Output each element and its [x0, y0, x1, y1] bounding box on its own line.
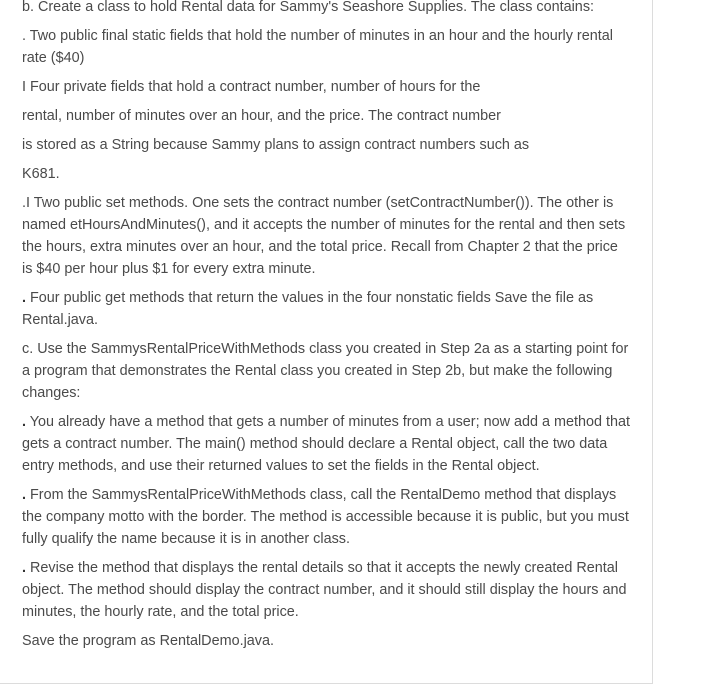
paragraph-private-fields-2: rental, number of minutes over an hour, and the price. The contract number: [22, 108, 501, 124]
paragraph-private-fields-3: is stored as a String because Sammy plans to assign contract numbers such as: [22, 137, 530, 153]
paragraph-c-intro: c. Use the SammysRentalPriceWithMethods class you created in Step 2a as a starting point for a program that demonstrates the Rental class you created in Step 2b, but make the following changes:: [22, 341, 633, 401]
paragraph-display-method: . Revise the method that displays the rental details so that it accepts the newly created Rental object. The method should display the contract number, and it should still display the hours and minutes, the hourly rate, and the total price.: [22, 560, 631, 620]
paragraph-motto-method: . From the SammysRentalPriceWithMethods class, call the RentalDemo method that displays the company motto with the border. The method is accessible because it is public, but you must fully qualify the name because it is in another class.: [22, 487, 633, 547]
question-text: [22, 0, 632, 659]
paragraph-contract-example: K681.: [22, 166, 60, 182]
paragraph-get-methods: . Four public get methods that return the values in the four nonstatic fields Save the file as Rental.java.: [22, 290, 598, 328]
paragraph-private-fields-1: I Four private fields that hold a contract number, number of hours for the: [22, 79, 481, 95]
paragraph-set-methods: .I Two public set methods. One sets the contract number (setContractNumber()). The other is named etHoursAndMinutes(), and it accepts the number of minutes for the rental and then sets the hours, extra minutes over an hour, and the total price. Recall from Chapter 2 that the price is $40 per hour plus $1 for every extra minute.: [22, 195, 630, 277]
paragraph-static-fields: . Two public final static fields that hold the number of minutes in an hour and the hourly rental rate ($40): [22, 28, 617, 66]
paragraph-b-intro: b. Create a class to hold Rental data for Sammy's Seashore Supplies. The class contains:: [22, 0, 595, 15]
paragraph-save-program: Save the program as RentalDemo.java.: [22, 633, 274, 649]
paragraph-contract-method: . You already have a method that gets a number of minutes from a user; now add a method that gets a contract number. The main() method should declare a Rental object, call the two data entry methods, and use their returned values to set the fields in the Rental object.: [22, 414, 634, 474]
